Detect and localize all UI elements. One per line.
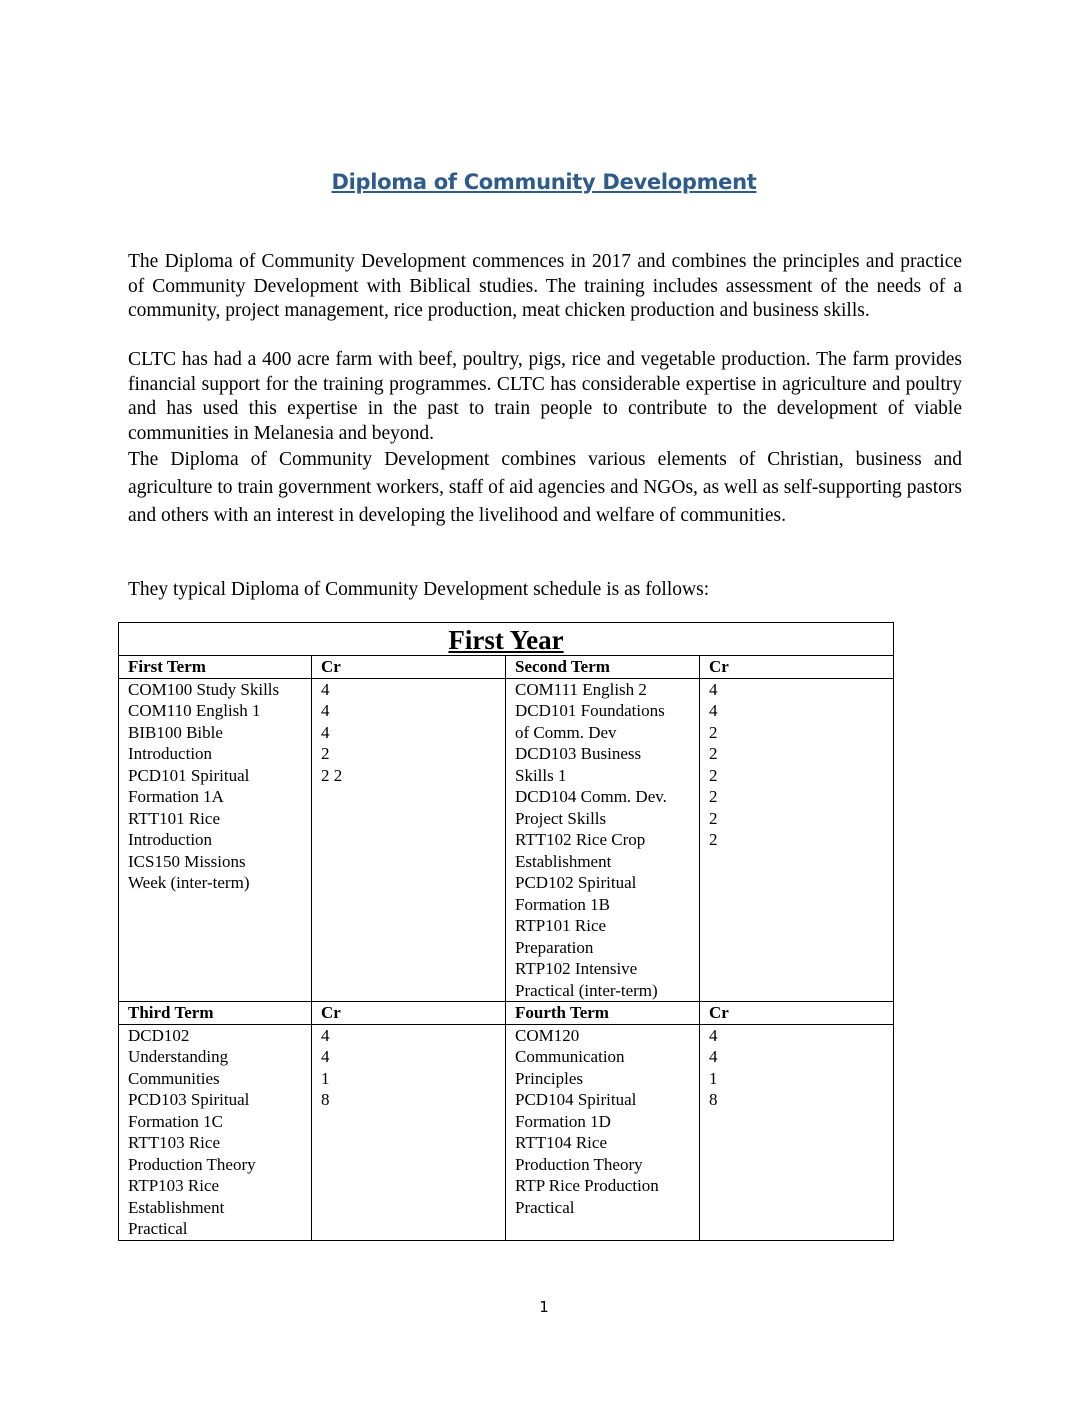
credits-cell [700, 678, 894, 1002]
cell-line: RTP103 Rice [128, 1176, 220, 1195]
cell-line: BIB100 Bible [128, 722, 223, 742]
term-name-second: Second Term [506, 656, 700, 679]
cell-line: Formation 1C [128, 1111, 223, 1131]
page-title: Diploma of Community Development [331, 170, 757, 194]
intro-paragraph-2: CLTC has had a 400 acre farm with beef, poultry, pigs, rice and vegetable production. The farm provides financial support for the training programmes. CLTC has considerable expertise in agriculture and poultry and has used this expertise in the past to train people to contribute to the development of viable communities in Melanesia and beyond. [128, 349, 962, 444]
courses-cell [506, 1024, 700, 1240]
cell-line: COM110 English 1 [128, 701, 261, 720]
year-heading-row [119, 623, 894, 656]
cell-line: RTP Rice Production [515, 1176, 659, 1195]
cell-line: DCD101 Foundations [515, 701, 665, 720]
term-header-row [119, 1002, 894, 1025]
courses-cell [119, 1024, 312, 1240]
credits-cell [312, 1024, 506, 1240]
cell-line: ICS150 Missions [128, 851, 246, 871]
cell-line: 4 [709, 1025, 718, 1045]
cell-line: of Comm. Dev [515, 722, 617, 742]
cell-line: RTT104 Rice [515, 1133, 607, 1152]
cell-line: Production Theory [128, 1154, 256, 1174]
cell-line: 4 [709, 679, 718, 699]
cell-line: DCD104 Comm. Dev. [515, 787, 667, 806]
year-heading: First Year [119, 623, 894, 656]
credit-header: Cr [312, 1002, 506, 1025]
schedule-intro: They typical Diploma of Community Development schedule is as follows: [128, 579, 710, 600]
term-name-first: First Term [119, 656, 312, 679]
cell-line: Preparation [515, 937, 594, 957]
cell-line: 4 [321, 722, 330, 742]
cell-line: COM120 [515, 1025, 580, 1045]
cell-line: RTT103 Rice [128, 1133, 220, 1152]
cell-line: Introduction [128, 830, 213, 849]
cell-line: 4 [709, 701, 718, 720]
cell-line: RTT102 Rice Crop [515, 830, 646, 849]
cell-line: RTP102 Intensive [515, 959, 638, 978]
credits-cell [700, 1024, 894, 1240]
cell-line: Practical [128, 1219, 188, 1238]
cell-line: Practical [515, 1197, 575, 1217]
cell-line: Production Theory [515, 1154, 643, 1174]
cell-line: PCD102 Spiritual [515, 873, 637, 892]
cell-line: Skills 1 [515, 765, 567, 785]
cell-line: Introduction [128, 744, 213, 763]
schedule-table [118, 622, 894, 1241]
cell-line: 2 [709, 808, 718, 828]
term-body-row [119, 678, 894, 1002]
credit-header: Cr [700, 1002, 894, 1025]
cell-line: 8 [709, 1090, 718, 1109]
cell-line: 8 [321, 1090, 330, 1109]
cell-line: 4 [709, 1047, 718, 1066]
cell-line: Communities [128, 1068, 220, 1088]
credits-cell [312, 678, 506, 1002]
term-name-fourth: Fourth Term [506, 1002, 700, 1025]
term-header-row [119, 656, 894, 679]
cell-line: Formation 1D [515, 1111, 611, 1131]
term-name-third: Third Term [119, 1002, 312, 1025]
cell-line: Understanding [128, 1047, 229, 1066]
cell-line: DCD103 Business [515, 744, 642, 763]
cell-line: 1 [321, 1068, 330, 1088]
cell-line: Formation 1A [128, 787, 224, 806]
cell-line: Establishment [515, 851, 612, 871]
cell-line: 4 [321, 701, 330, 720]
term-body-row [119, 1024, 894, 1240]
courses-cell [506, 678, 700, 1002]
cell-line: RTT101 Rice [128, 808, 220, 828]
cell-line: 2 [321, 744, 330, 763]
cell-line: Practical (inter-term) [515, 980, 658, 1000]
cell-line: 4 [321, 1047, 330, 1066]
cell-line: 2 [709, 765, 718, 785]
intro-paragraph-3: The Diploma of Community Development combines various elements of Christian, business and agriculture to train government workers, staff of aid agencies and NGOs, as well as self-supporting pastors and others with an interest in developing the livelihood and welfare of communities. [128, 449, 962, 526]
credit-header: Cr [312, 656, 506, 679]
cell-line: PCD101 Spiritual [128, 765, 250, 785]
cell-line: 1 [709, 1068, 718, 1088]
cell-line: COM100 Study Skills [128, 679, 280, 699]
cell-line: Establishment [128, 1197, 225, 1217]
cell-line: 4 [321, 679, 330, 699]
cell-line: Principles [515, 1068, 583, 1088]
intro-paragraph-1: The Diploma of Community Development commences in 2017 and combines the principles and practice of Community Development with Biblical studies. The training includes assessment of the needs of a community, project management, rice production, meat chicken production and business skills. [128, 251, 962, 321]
cell-line: Week (inter-term) [128, 873, 250, 892]
cell-line: 2 [709, 722, 718, 742]
cell-line: 4 [321, 1025, 330, 1045]
cell-line: 2 [709, 787, 718, 806]
cell-line: Project Skills [515, 808, 607, 828]
cell-line: 2 2 [321, 765, 343, 785]
cell-line: PCD104 Spiritual [515, 1090, 637, 1109]
credit-header: Cr [700, 656, 894, 679]
cell-line: 2 [709, 830, 718, 849]
cell-line: Formation 1B [515, 894, 610, 914]
cell-line: Communication [515, 1047, 625, 1066]
cell-line: DCD102 [128, 1025, 190, 1045]
courses-cell [119, 678, 312, 1002]
cell-line: 2 [709, 744, 718, 763]
cell-line: RTP101 Rice [515, 916, 607, 935]
page-number: 1 [539, 1298, 549, 1316]
cell-line: PCD103 Spiritual [128, 1090, 250, 1109]
cell-line: COM111 English 2 [515, 679, 647, 699]
